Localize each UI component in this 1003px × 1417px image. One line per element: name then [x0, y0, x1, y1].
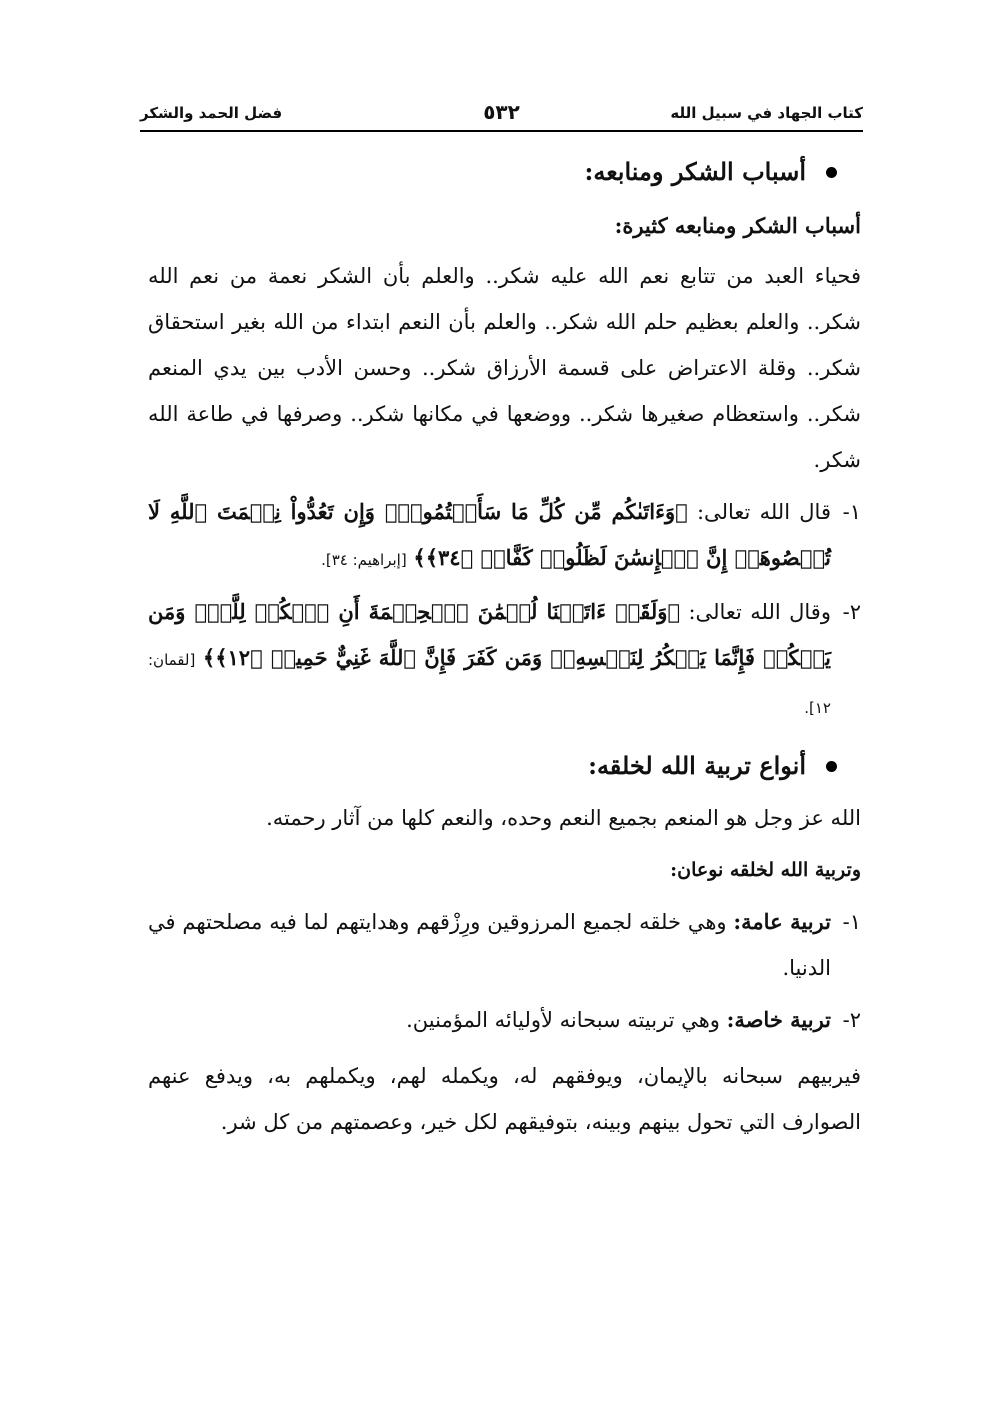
verse-intro: قال الله تعالى:	[696, 500, 831, 524]
item-text: وهي خلقه لجميع المرزوقين ورِزْقهم وهدايتهم لما فيه مصلحتهم في الدنيا.	[148, 910, 831, 980]
item-body	[148, 899, 831, 991]
book-title: كتاب الجهاد في سبيل الله	[670, 104, 863, 122]
item-number: ٢-	[842, 1008, 861, 1032]
quran-verse: ﴿وَءَاتَىٰكُم مِّن كُلِّ مَا سَأَلۡتُمُوهُۚ وَإِن تَعُدُّواْ نِعۡمَتَ ٱللَّهِ لَا تُحۡصُوهَآۗ إِنَّ ٱلۡإِنسَٰنَ لَظَلُومٞ كَفَّارٞ ﴿٣٤﴾﴾	[148, 499, 831, 570]
item-label: تربية عامة:	[733, 909, 831, 934]
nurture-item-2	[148, 997, 861, 1043]
item-body	[148, 489, 831, 583]
paragraph-closing: فيربيهم سبحانه بالإيمان، ويوفقهم له، ويكمله لهم، ويكملهم به، ويدفع عنهم الصوارف التي تحول بينهم وبينه، بتوفيقهم لكل خير، وعصمتهم من كل شر.	[148, 1064, 861, 1134]
quran-verse: ﴿وَلَقَدۡ ءَاتَيۡنَا لُقۡمَٰنَ ٱلۡحِكۡمَةَ أَنِ ٱشۡكُرۡ لِلَّهِۚ وَمَن يَشۡكُرۡ فَإِنَّمَا يَشۡكُرُ لِنَفۡسِهِۦۖ وَمَن كَفَرَ فَإِنَّ ٱللَّهَ غَنِيٌّ حَمِيدٞ ﴿١٢﴾﴾	[148, 599, 831, 670]
bullet-icon	[826, 761, 837, 772]
paragraph-causes: فحياء العبد من تتابع نعم الله عليه شكر.. والعلم بأن الشكر نعمة من نعم الله شكر.. والعلم بعظيم حلم الله شكر.. والعلم بأن النعم ابتداء من الله بغير استحقاق شكر.. وقلة الاعتراض على قسمة الأرزاق شكر.. وحسن الأدب بين يدي المنعم شكر.. واستعظام صغيرها شكر.. ووضعها في مكانها شكر.. وصرفها في طاعة الله شكر.	[148, 264, 861, 472]
running-header	[140, 100, 863, 130]
subheading-causes: أسباب الشكر ومنابعه كثيرة:	[614, 213, 861, 238]
page-body	[148, 145, 861, 1145]
page-number: ٥٣٢	[483, 100, 520, 124]
verse-reference: [إبراهيم: ٣٤].	[321, 551, 407, 569]
paragraph-nurture: الله عز وجل هو المنعم بجميع النعم وحده، والنعم كلها من آثار رحمته.	[266, 806, 861, 830]
item-body	[148, 997, 831, 1043]
verse-intro: وقال الله تعالى:	[688, 600, 831, 624]
item-label: تربية خاصة:	[726, 1007, 831, 1032]
verse-item-1	[148, 489, 861, 583]
verse-item-2	[148, 589, 861, 731]
chapter-title: فضل الحمد والشكر	[140, 104, 283, 122]
nurture-item-1	[148, 899, 861, 991]
bullet-icon	[826, 167, 837, 178]
section-heading-nurture	[148, 741, 837, 791]
section-heading-text: أنواع تربية الله لخلقه:	[588, 751, 806, 780]
item-number: ١-	[842, 500, 861, 524]
item-number: ١-	[842, 910, 861, 934]
item-text: وهي تربيته سبحانه لأوليائه المؤمنين.	[406, 1008, 720, 1032]
section-heading-causes	[148, 147, 837, 197]
header-divider	[140, 130, 863, 132]
verse-reference: [لقمان: ١٢].	[148, 651, 831, 717]
item-number: ٢-	[842, 600, 861, 624]
subheading-nurture: وتربية الله لخلقه نوعان:	[670, 859, 861, 881]
section-heading-text: أسباب الشكر ومنابعه:	[584, 157, 806, 186]
item-body	[148, 589, 831, 731]
